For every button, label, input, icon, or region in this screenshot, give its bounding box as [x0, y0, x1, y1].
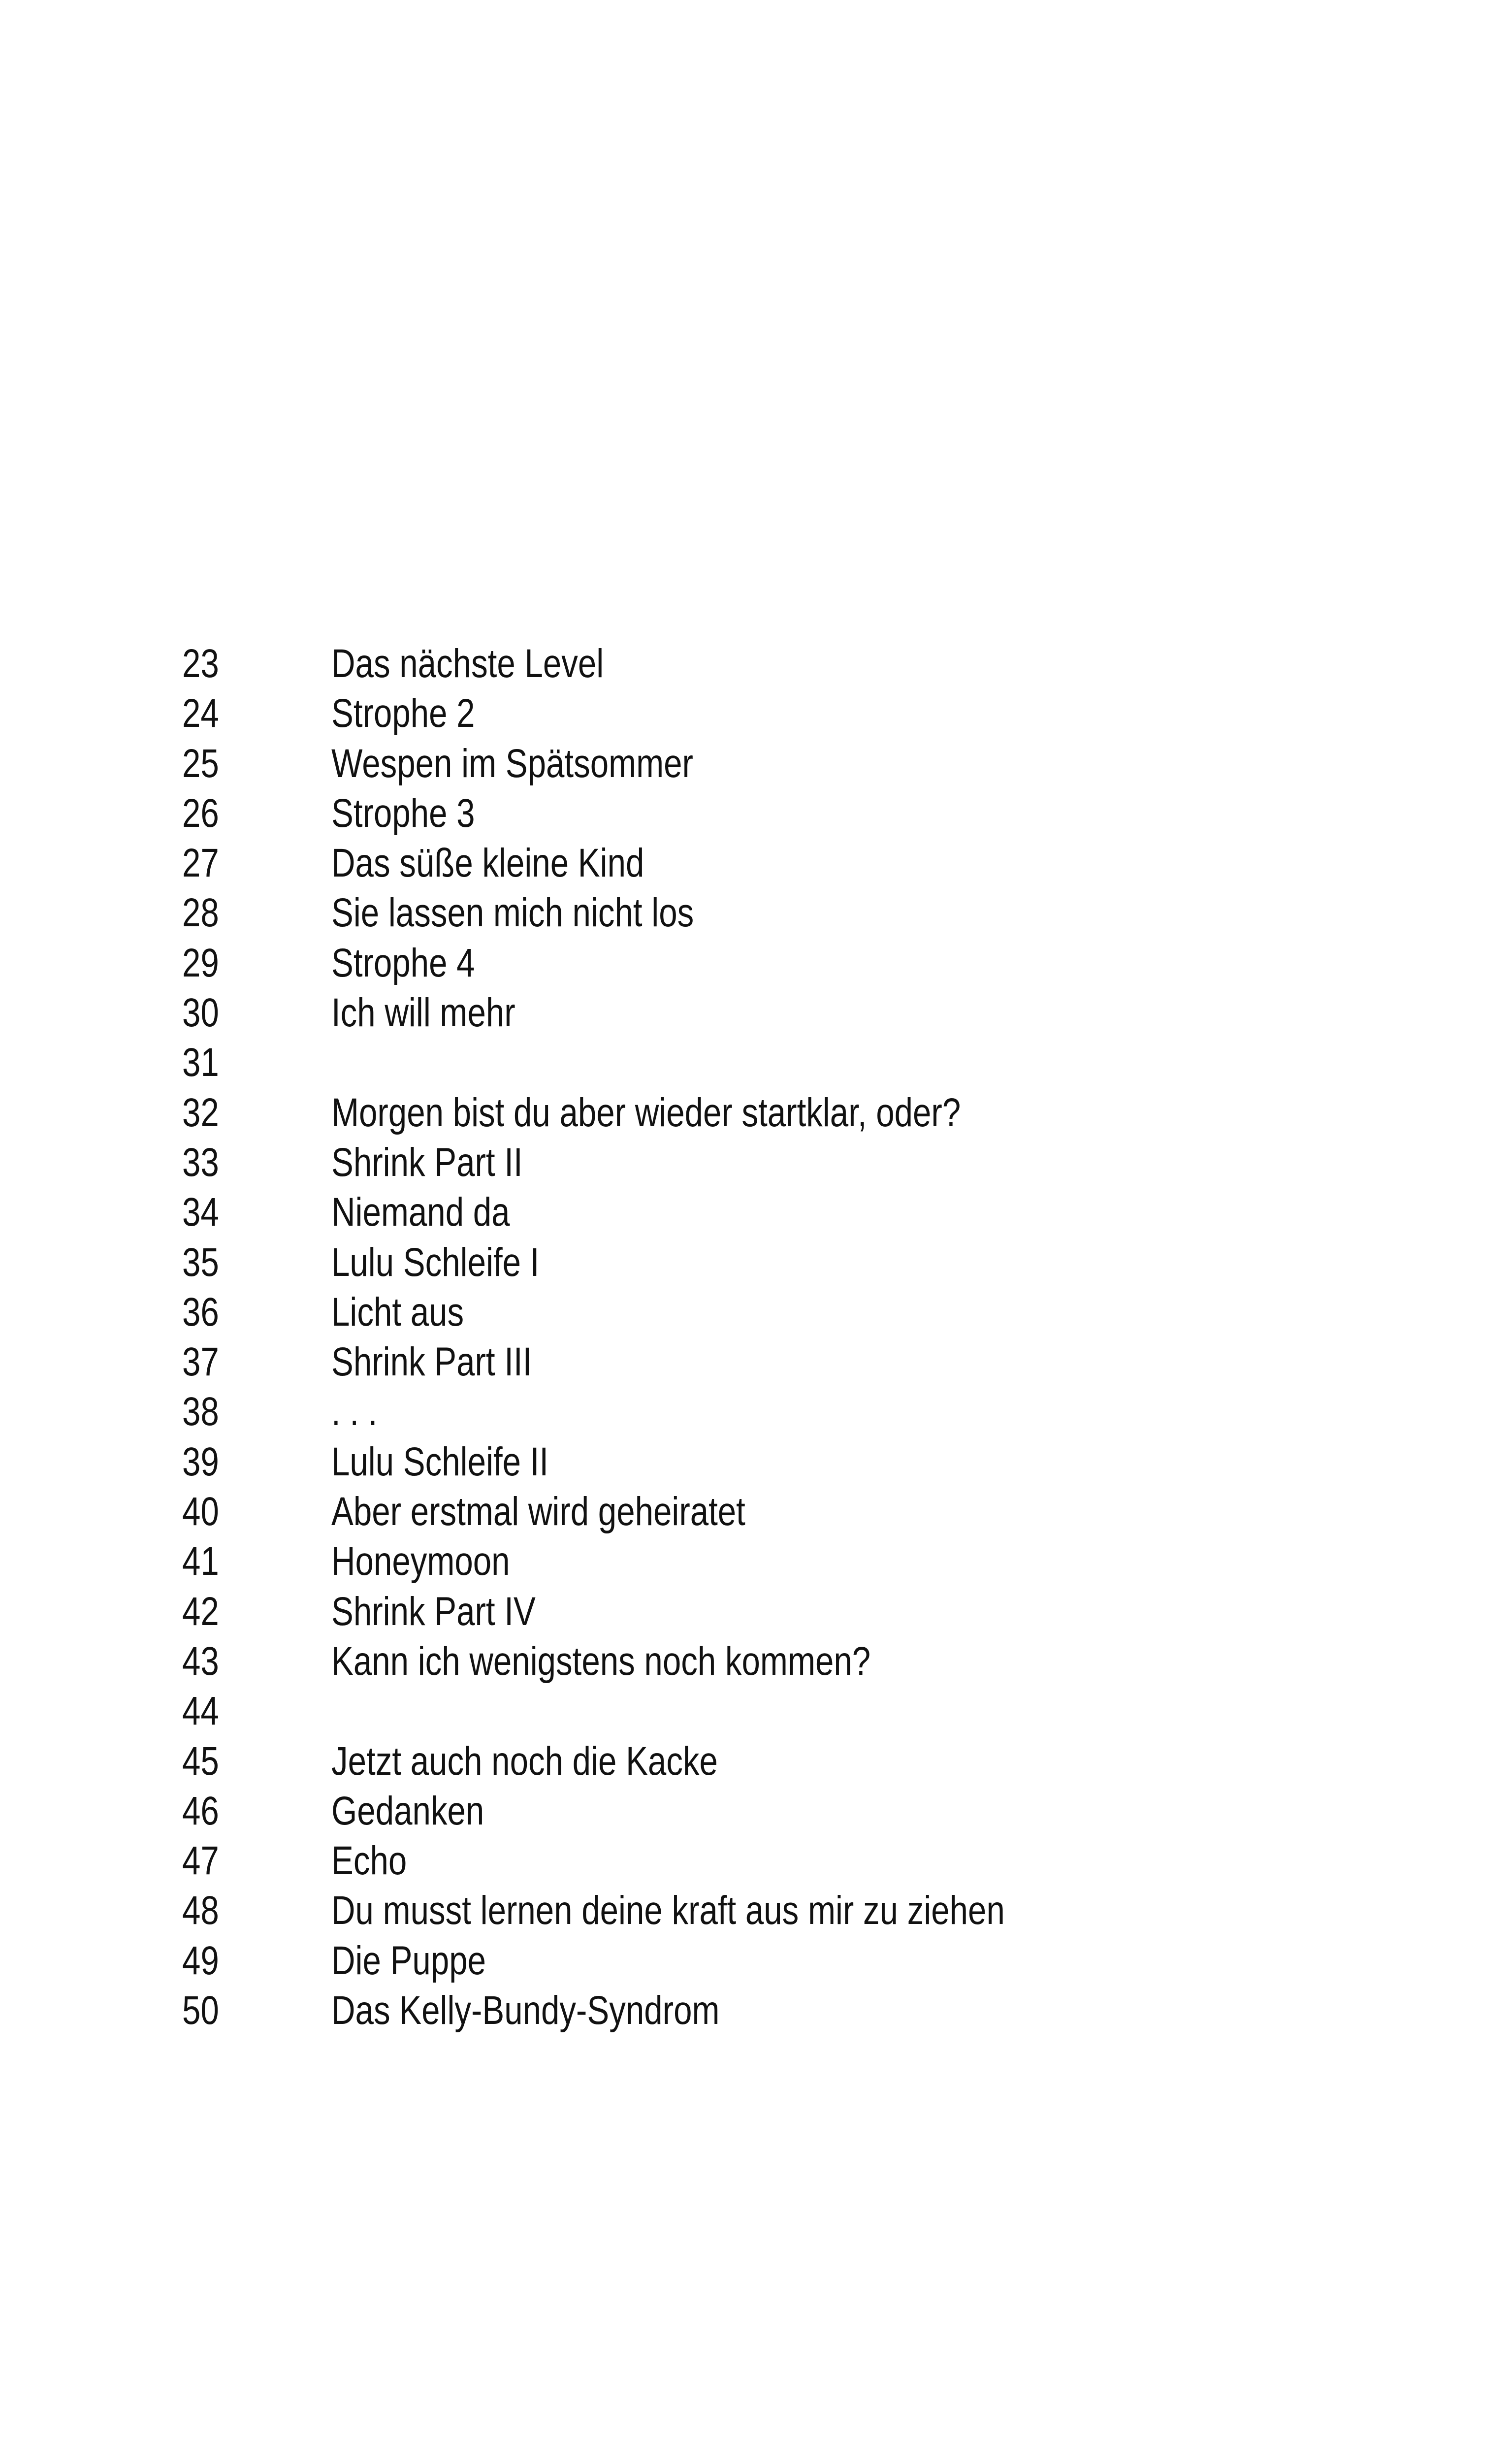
toc-page-number: 33 [182, 1140, 219, 1185]
toc-page-number: 42 [182, 1589, 219, 1634]
toc-title: Du musst lernen deine kraft aus mir zu ziehen [331, 1888, 1005, 1933]
toc-title: Wespen im Spätsommer [331, 741, 693, 786]
toc-page-number: 39 [182, 1439, 219, 1484]
toc-row [0, 1038, 1512, 1088]
toc-title: Aber erstmal wird geheiratet [331, 1489, 745, 1534]
toc-title: Shrink Part III [331, 1339, 532, 1385]
toc-title: Das süße kleine Kind [331, 841, 644, 886]
toc-page-number: 47 [182, 1838, 219, 1884]
toc-title: Sie lassen mich nicht los [331, 890, 694, 936]
toc-page-number: 30 [182, 990, 219, 1036]
toc-row [0, 639, 1512, 689]
toc-page-number: 25 [182, 741, 219, 786]
toc-title: Echo [331, 1838, 407, 1884]
toc-page-number: 37 [182, 1339, 219, 1385]
toc-title: Honeymoon [331, 1539, 510, 1584]
toc-page-number: 40 [182, 1489, 219, 1534]
toc-title: Strophe 3 [331, 790, 475, 836]
toc-row [0, 1687, 1512, 1736]
toc-page-number: 24 [182, 691, 219, 736]
toc-page-number: 49 [182, 1938, 219, 1983]
toc-page-number: 50 [182, 1988, 219, 2033]
toc-title: Strophe 4 [331, 940, 475, 985]
toc-page-number: 48 [182, 1888, 219, 1933]
toc-row [0, 1537, 1512, 1587]
toc-row [0, 1238, 1512, 1288]
toc-row [0, 739, 1512, 789]
toc-row [0, 939, 1512, 988]
toc-title: Lulu Schleife II [331, 1439, 549, 1484]
toc-page-number: 23 [182, 641, 219, 686]
toc-title: Jetzt auch noch die Kacke [331, 1738, 718, 1784]
toc-row [0, 1836, 1512, 1886]
toc-page-number: 35 [182, 1239, 219, 1285]
toc-title: Das Kelly-Bundy-Syndrom [331, 1988, 720, 2033]
table-of-contents [0, 639, 1512, 2036]
toc-page-number: 32 [182, 1090, 219, 1135]
toc-row [0, 1787, 1512, 1836]
toc-title: Ich will mehr [331, 990, 515, 1036]
toc-row [0, 689, 1512, 739]
toc-title: Das nächste Level [331, 641, 604, 686]
toc-row [0, 988, 1512, 1038]
toc-row [0, 1936, 1512, 1986]
toc-page-number: 45 [182, 1738, 219, 1784]
toc-title: Shrink Part IV [331, 1589, 536, 1634]
toc-row [0, 1587, 1512, 1637]
toc-page-number: 26 [182, 790, 219, 836]
toc-page-number: 34 [182, 1190, 219, 1235]
toc-title: Shrink Part II [331, 1140, 523, 1185]
toc-title: . . . [331, 1389, 378, 1434]
toc-row [0, 1138, 1512, 1188]
toc-page-number: 38 [182, 1389, 219, 1434]
toc-page-number: 41 [182, 1539, 219, 1584]
toc-page-number: 27 [182, 841, 219, 886]
toc-page-number: 44 [182, 1689, 219, 1734]
toc-page-number: 43 [182, 1638, 219, 1684]
toc-row [0, 1737, 1512, 1787]
toc-row [0, 1387, 1512, 1437]
toc-row [0, 1088, 1512, 1138]
toc-title: Kann ich wenigstens noch kommen? [331, 1638, 871, 1684]
toc-title: Strophe 2 [331, 691, 475, 736]
toc-row [0, 839, 1512, 888]
toc-row [0, 1437, 1512, 1487]
toc-page-number: 29 [182, 940, 219, 985]
toc-page-number: 36 [182, 1289, 219, 1335]
toc-title: Gedanken [331, 1788, 484, 1833]
toc-row [0, 888, 1512, 938]
toc-row [0, 1886, 1512, 1936]
toc-page-number: 28 [182, 890, 219, 936]
toc-row [0, 1986, 1512, 2036]
toc-title: Niemand da [331, 1190, 510, 1235]
toc-title: Morgen bist du aber wieder startklar, oder? [331, 1090, 961, 1135]
toc-title: Licht aus [331, 1289, 464, 1335]
toc-title: Die Puppe [331, 1938, 486, 1983]
toc-page-number: 46 [182, 1788, 219, 1833]
toc-row [0, 1188, 1512, 1238]
toc-row [0, 1288, 1512, 1337]
toc-row [0, 789, 1512, 839]
toc-title: Lulu Schleife I [331, 1239, 540, 1285]
toc-row [0, 1637, 1512, 1687]
toc-row [0, 1337, 1512, 1387]
toc-row [0, 1487, 1512, 1537]
toc-page-number: 31 [182, 1040, 219, 1085]
